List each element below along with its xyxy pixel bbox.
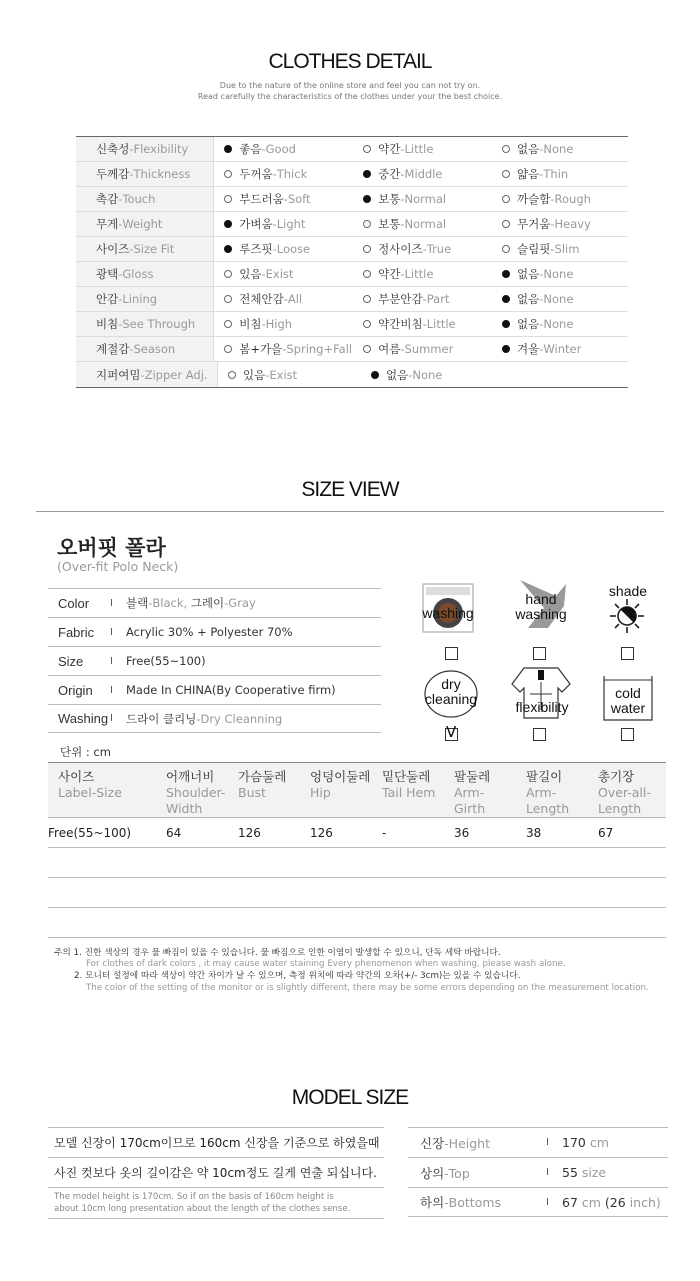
hand-washing-label: hand washing <box>515 591 567 622</box>
detail-option: 보통 - Normal <box>353 191 492 207</box>
detail-option: 전체안감 - All <box>214 291 353 307</box>
info-value: 블랙-Black, 그레이-Gray <box>126 596 256 610</box>
flexibility-label: flexibility <box>515 699 569 715</box>
size-table-empty-row <box>48 908 666 938</box>
product-name-en: (Over-fit Polo Neck) <box>57 559 179 574</box>
detail-option: 여름 - Summer <box>353 341 492 357</box>
size-cell: 126 <box>310 826 333 840</box>
info-key: Size <box>58 653 84 669</box>
radio-empty-icon <box>224 295 232 303</box>
detail-option: 없음 - None <box>361 367 501 383</box>
detail-table <box>76 136 628 388</box>
info-value: Acrylic 30% + Polyester 70% <box>126 625 293 639</box>
detail-option: 부분안감 - Part <box>353 291 492 307</box>
note-1-en: For clothes of dark colors , it may cause water staining Every phenomenon when washing, please wash alone. <box>86 959 566 969</box>
radio-selected-icon <box>363 195 371 203</box>
product-name-ko: 오버핏 폴라 <box>57 536 166 560</box>
radio-selected-icon <box>371 371 379 379</box>
model-note-en-2: about 10cm long presentation about the length of the clothes sense. <box>54 1204 351 1214</box>
detail-subtitle-1: Due to the nature of the online store and feel you can not try on. <box>219 81 481 90</box>
info-value: Made In CHINA(By Cooperative firm) <box>126 683 336 697</box>
detail-row-label: 사이즈 - Size Fit <box>76 237 214 261</box>
model-note-1: 모델 신장이 170cm이므로 160cm 신장을 기준으로 하였을때 <box>48 1127 384 1157</box>
detail-row <box>76 237 628 262</box>
info-value: 드라이 클리닝-Dry Cleanning <box>126 711 283 726</box>
info-sep: I <box>110 655 113 667</box>
radio-empty-icon <box>502 145 510 153</box>
detail-option: 있음 - Exist <box>214 266 353 282</box>
info-value: Free(55~100) <box>126 654 206 668</box>
stat-sep: I <box>546 1137 549 1148</box>
radio-empty-icon <box>502 170 510 178</box>
radio-selected-icon <box>502 295 510 303</box>
model-stat-value: 67 cm (26 inch) <box>562 1194 661 1210</box>
detail-option: 정사이즈 - True <box>353 241 492 257</box>
note-1: 주의 1. 진한 색상의 경우 물 빠짐이 있을 수 있습니다. 물 빠짐으로 인한 이염이 발생할 수 있으니, 단독 세탁 바랍니다. <box>54 948 501 958</box>
model-size-title: MODEL SIZE <box>291 1086 409 1109</box>
detail-row-label: 안감 - Lining <box>76 287 214 311</box>
detail-option: 봄+가을 - Spring+Fall <box>214 341 353 357</box>
radio-empty-icon <box>502 195 510 203</box>
washing-checkbox <box>445 647 458 660</box>
info-fabric <box>48 617 381 646</box>
detail-option: 두꺼움 - Thick <box>214 166 353 182</box>
detail-row-label: 광택 - Gloss <box>76 262 214 286</box>
info-key: Fabric <box>58 624 95 640</box>
radio-empty-icon <box>224 270 232 278</box>
size-header-cell: 어깨너비 Shoulder- Width <box>166 769 226 816</box>
shade-sun-icon <box>609 598 645 634</box>
note-2: 2. 모니터 설정에 따라 색상이 약간 차이가 날 수 있으며, 측정 위치에 따라 약간의 오차(+/- 3cm)는 있을 수 있습니다. <box>74 971 521 981</box>
size-header-cell: 밑단둘레 Tail Hem <box>382 769 436 800</box>
model-stat-row <box>408 1187 668 1217</box>
size-header-cell: 사이즈 Label-Size <box>58 769 122 800</box>
detail-row <box>76 287 628 312</box>
radio-empty-icon <box>363 320 371 328</box>
detail-option: 보통 - Normal <box>353 216 492 232</box>
detail-option: 없음 - None <box>492 141 628 157</box>
info-key: Washing <box>58 711 109 726</box>
shade-label: shade <box>608 583 648 599</box>
stat-sep: I <box>546 1196 549 1208</box>
radio-empty-icon <box>224 345 232 353</box>
detail-option: 가벼움 - Light <box>214 216 353 232</box>
shade-checkbox <box>621 647 634 660</box>
detail-option: 루즈핏 - Loose <box>214 241 353 257</box>
detail-option: 약간비침 - Little <box>353 316 492 332</box>
detail-row <box>76 187 628 212</box>
radio-empty-icon <box>363 345 371 353</box>
model-stats <box>408 1127 668 1217</box>
size-cell: 36 <box>454 826 470 840</box>
radio-empty-icon <box>224 195 232 203</box>
detail-row <box>76 262 628 287</box>
detail-row-label: 계절감 - Season <box>76 337 214 361</box>
detail-option: 없음 - None <box>492 291 628 307</box>
product-info <box>48 588 381 733</box>
size-header-cell: 팔둘레 Arm- Girth <box>454 769 491 816</box>
cold-water-label: cold water <box>610 685 646 716</box>
size-header-cell: 총기장 Over-all- Length <box>598 769 651 816</box>
size-cell: 64 <box>166 826 182 840</box>
radio-empty-icon <box>363 270 371 278</box>
washing-label: washing <box>422 605 474 621</box>
radio-empty-icon <box>502 245 510 253</box>
size-cell: 67 <box>598 826 614 840</box>
detail-option: 까슬함 - Rough <box>492 191 628 207</box>
note-2-en: The color of the setting of the monitor or is slightly different, there may be some errors depending on the measurement location. <box>86 983 649 993</box>
detail-option: 얇음 - Thin <box>492 166 628 182</box>
info-sep: I <box>110 684 113 696</box>
model-stat-row <box>408 1127 668 1157</box>
info-size <box>48 646 381 675</box>
size-table-row <box>48 818 666 848</box>
detail-row-label: 두께감 - Thickness <box>76 162 214 186</box>
detail-row <box>76 337 628 362</box>
info-key: Origin <box>58 682 93 698</box>
info-washing <box>48 704 381 733</box>
model-notes <box>48 1127 384 1219</box>
detail-row <box>76 212 628 237</box>
model-stat-value: 170 cm <box>562 1135 609 1150</box>
check-mark: V <box>446 723 457 741</box>
radio-empty-icon <box>363 295 371 303</box>
unit-label: 단위 : cm <box>60 745 111 759</box>
detail-option: 좋음 - Good <box>214 141 353 157</box>
size-cell: 126 <box>238 826 261 840</box>
info-origin <box>48 675 381 704</box>
model-note-en <box>48 1187 384 1219</box>
size-view-title: SIZE VIEW <box>301 478 399 501</box>
detail-option: 겨울 - Winter <box>492 341 628 357</box>
model-note-2: 사진 컷보다 옷의 길이감은 약 10cm정도 길게 연출 되십니다. <box>48 1157 384 1187</box>
detail-option: 없음 - None <box>492 266 628 282</box>
info-sep: I <box>110 597 113 609</box>
radio-selected-icon <box>224 220 232 228</box>
model-stat-label: 하의-Bottoms <box>420 1195 502 1210</box>
dry-cleaning-label: dry cleaning <box>424 676 478 707</box>
radio-selected-icon <box>502 320 510 328</box>
size-header-cell: 팔길이 Arm- Length <box>526 769 570 816</box>
radio-selected-icon <box>363 170 371 178</box>
size-table-header <box>48 762 666 818</box>
size-table <box>48 762 666 938</box>
radio-empty-icon <box>224 320 232 328</box>
radio-empty-icon <box>224 170 232 178</box>
detail-subtitle-2: Read carefully the characteristics of the clothes under your the best choice. <box>197 92 503 101</box>
flexibility-checkbox <box>533 728 546 741</box>
detail-row-label: 신축성 - Flexibility <box>76 137 214 161</box>
radio-empty-icon <box>363 145 371 153</box>
dry-cleaning-checkbox <box>445 723 458 741</box>
clothes-detail-title: CLOTHES DETAIL <box>268 50 432 73</box>
radio-empty-icon <box>502 220 510 228</box>
detail-option: 비침 - High <box>214 316 353 332</box>
size-table-empty-row <box>48 878 666 908</box>
detail-row-label: 무게 - Weight <box>76 212 214 236</box>
model-note-en-1: The model height is 170cm. So if on the basis of 160cm height is <box>54 1192 334 1202</box>
size-cell: Free(55~100) <box>48 826 132 840</box>
size-cell: 38 <box>526 826 542 840</box>
detail-row <box>76 137 628 162</box>
detail-row <box>76 162 628 187</box>
detail-option: 있음 - Exist <box>218 367 361 383</box>
divider <box>36 511 664 512</box>
detail-option: 없음 - None <box>492 316 628 332</box>
radio-empty-icon <box>228 371 236 379</box>
size-header-cell: 엉덩이둘레 Hip <box>310 769 371 800</box>
size-header-cell: 가슴둘레 Bust <box>238 769 287 800</box>
hand-washing-checkbox <box>533 647 546 660</box>
detail-option: 약간 - Little <box>353 266 492 282</box>
info-key: Color <box>58 595 90 611</box>
radio-empty-icon <box>363 245 371 253</box>
radio-empty-icon <box>363 220 371 228</box>
detail-row-label: 비침 - See Through <box>76 312 214 336</box>
detail-option: 중간 - Middle <box>353 166 492 182</box>
radio-selected-icon <box>224 145 232 153</box>
model-stat-value: 55 size <box>562 1165 607 1180</box>
model-stat-label: 신장-Height <box>420 1135 490 1151</box>
detail-option: 부드러움 - Soft <box>214 191 353 207</box>
size-cell: - <box>382 826 387 840</box>
radio-selected-icon <box>502 270 510 278</box>
detail-row-label: 촉감 - Touch <box>76 187 214 211</box>
info-color <box>48 588 381 617</box>
detail-option: 약간 - Little <box>353 141 492 157</box>
detail-row-label: 지퍼여밈 - Zipper Adj. <box>76 362 218 387</box>
detail-row <box>76 312 628 337</box>
radio-selected-icon <box>502 345 510 353</box>
stat-sep: I <box>546 1167 549 1178</box>
detail-option: 슬림핏 - Slim <box>492 241 628 257</box>
model-stat-row <box>408 1157 668 1187</box>
cold-water-checkbox <box>621 728 634 741</box>
radio-selected-icon <box>224 245 232 253</box>
detail-option: 무거움 - Heavy <box>492 216 628 232</box>
info-sep: I <box>110 626 113 638</box>
size-table-empty-row <box>48 848 666 878</box>
model-stat-label: 상의-Top <box>420 1165 470 1181</box>
info-sep: I <box>110 713 113 724</box>
detail-row <box>76 362 628 387</box>
